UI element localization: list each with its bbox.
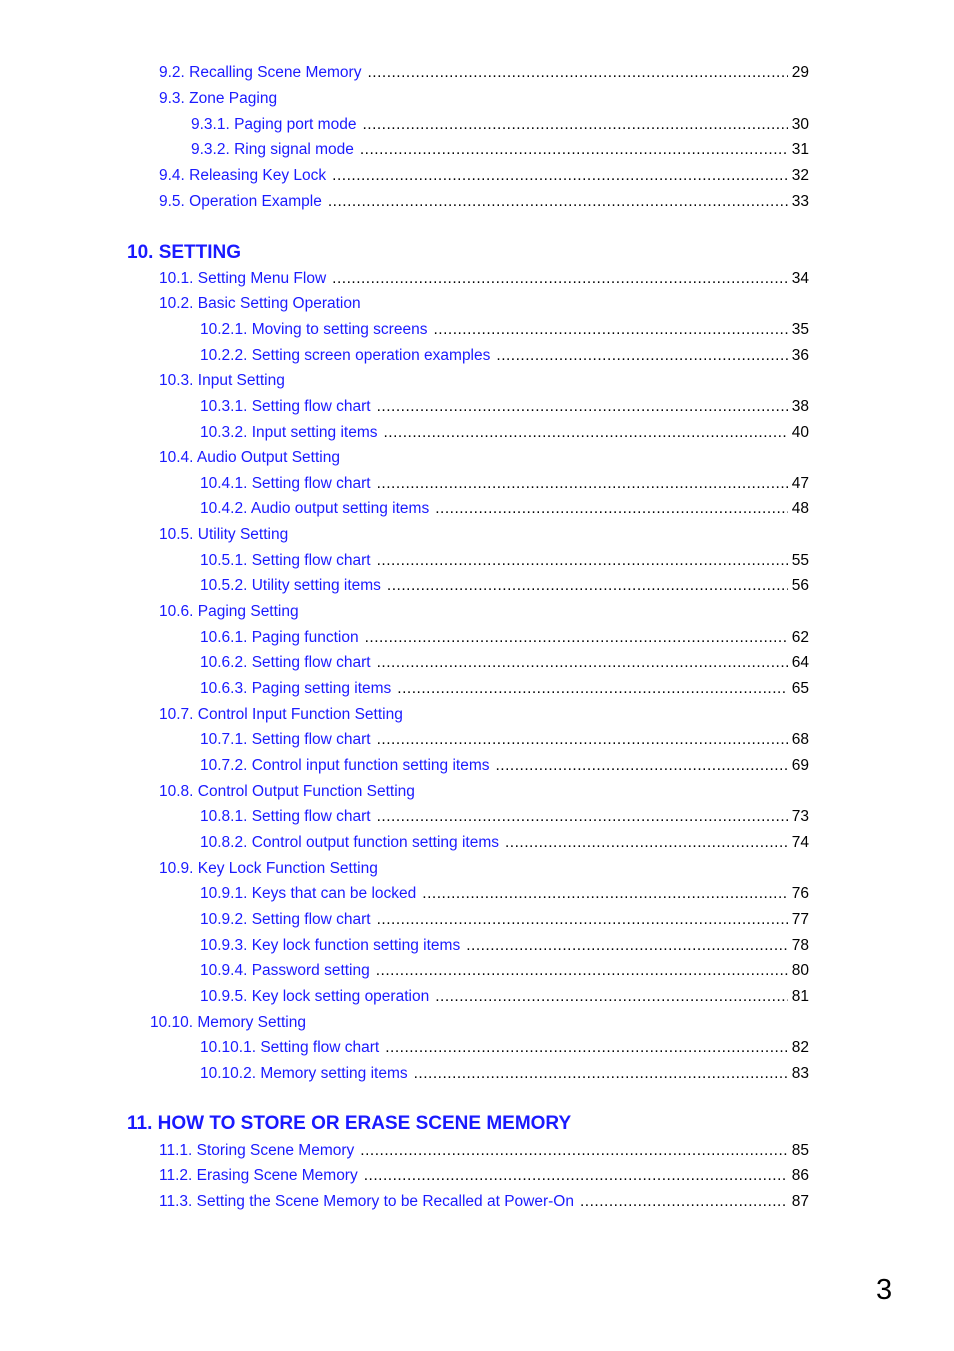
toc-entry[interactable]	[191, 139, 809, 161]
toc-entry[interactable]	[159, 268, 809, 290]
toc-entry-label: 10.8.2. Control output function setting items	[200, 834, 499, 851]
toc-entry[interactable]	[159, 370, 759, 392]
toc-entry[interactable]	[159, 1165, 809, 1187]
toc-entry[interactable]	[200, 986, 809, 1008]
dot-leader	[377, 909, 788, 931]
toc-entry[interactable]	[159, 447, 759, 469]
dot-leader	[360, 139, 788, 161]
toc-entry-label: 9.4. Releasing Key Lock	[159, 167, 327, 184]
toc-entry[interactable]	[159, 191, 809, 213]
toc-entry-label: 10.2. Basic Setting Operation	[159, 295, 361, 312]
toc-entry-label: 10.7. Control Input Function Setting	[159, 706, 403, 723]
toc-entry-page: 34	[791, 270, 809, 287]
toc-entry-label: 10.10.1. Setting flow chart	[200, 1039, 380, 1056]
toc-entry-page: 65	[791, 680, 809, 697]
toc-entry-label: 10.3.1. Setting flow chart	[200, 398, 371, 415]
toc-entry[interactable]	[200, 909, 809, 931]
toc-entry-page: 78	[791, 937, 809, 954]
toc-entry-page: 81	[791, 988, 809, 1005]
toc-entry-label: 10.9.1. Keys that can be locked	[200, 885, 417, 902]
toc-entry-label: 10.9. Key Lock Function Setting	[159, 860, 378, 877]
toc-entry-page: 76	[791, 885, 809, 902]
dot-leader	[433, 319, 787, 341]
dot-leader	[505, 832, 788, 854]
dot-leader	[367, 62, 787, 84]
toc-entry-page: 74	[791, 834, 809, 851]
toc-entry-page: 35	[791, 321, 809, 338]
toc-entry-label: 11.1. Storing Scene Memory	[159, 1142, 355, 1159]
toc-entry-label: 10.9.3. Key lock function setting items	[200, 937, 461, 954]
toc-entry-label: 10.1. Setting Menu Flow	[159, 270, 327, 287]
toc-entry-page: 85	[791, 1142, 809, 1159]
dot-leader	[377, 473, 788, 495]
toc-entry-label: 10.9.4. Password setting	[200, 962, 370, 979]
dot-leader	[422, 883, 787, 905]
toc-entry-page: 47	[791, 475, 809, 492]
toc-entry[interactable]	[200, 960, 809, 982]
toc-entry-label: 10.10. Memory Setting	[150, 1014, 306, 1031]
dot-leader	[362, 114, 787, 136]
toc-entry-label: 10.2.1. Moving to setting screens	[200, 321, 428, 338]
dot-leader	[377, 729, 788, 751]
toc-entry-label: 10.8. Control Output Function Setting	[159, 783, 415, 800]
toc-entry-label: 9.3.2. Ring signal mode	[191, 141, 354, 158]
toc-entry-label: 10.5.2. Utility setting items	[200, 577, 381, 594]
toc-entry-label: 10.6. Paging Setting	[159, 603, 299, 620]
dot-leader	[377, 652, 788, 674]
toc-entry[interactable]	[200, 935, 809, 957]
toc-entry-label: 11.2. Erasing Scene Memory	[159, 1167, 358, 1184]
toc-entry[interactable]	[200, 575, 809, 597]
toc-entry-page: 86	[791, 1167, 809, 1184]
toc-entry-page: 32	[791, 167, 809, 184]
dot-leader	[414, 1063, 788, 1085]
toc-entry[interactable]	[200, 550, 809, 572]
toc-entry[interactable]	[200, 832, 809, 854]
toc-entry-label: 10.6.2. Setting flow chart	[200, 654, 371, 671]
dot-leader	[435, 986, 788, 1008]
toc-entry-label: 10.4.1. Setting flow chart	[200, 475, 371, 492]
toc-entry-label: 10.3. Input Setting	[159, 372, 285, 389]
dot-leader	[466, 935, 788, 957]
toc-entry-label: 9.3.1. Paging port mode	[191, 116, 357, 133]
toc-entry[interactable]	[159, 781, 759, 803]
toc-entry[interactable]	[159, 704, 759, 726]
toc-entry[interactable]	[200, 1063, 809, 1085]
toc-entry[interactable]	[159, 1140, 809, 1162]
toc-entry[interactable]	[159, 165, 809, 187]
dot-leader	[387, 575, 788, 597]
section-heading-11[interactable]: 11. HOW TO STORE OR ERASE SCENE MEMORY	[127, 1113, 572, 1134]
toc-entry-label: 10.8.1. Setting flow chart	[200, 808, 371, 825]
toc-entry-page: 64	[791, 654, 809, 671]
toc-entry[interactable]	[191, 114, 809, 136]
toc-entry-page: 69	[791, 757, 809, 774]
dot-leader	[580, 1191, 788, 1213]
toc-entry-label: 10.7.1. Setting flow chart	[200, 731, 371, 748]
toc-entry-label: 10.5.1. Setting flow chart	[200, 552, 371, 569]
toc-entry[interactable]	[200, 498, 809, 520]
toc-entry-label: 10.10.2. Memory setting items	[200, 1065, 408, 1082]
dot-leader	[496, 345, 787, 367]
dot-leader	[397, 678, 787, 700]
toc-entry-page: 73	[791, 808, 809, 825]
toc-entry[interactable]	[159, 88, 759, 110]
dot-leader	[377, 550, 788, 572]
toc-entry[interactable]	[159, 62, 809, 84]
dot-leader	[435, 498, 788, 520]
toc-entry-label: 10.9.5. Key lock setting operation	[200, 988, 430, 1005]
dot-leader	[328, 191, 788, 213]
dot-leader	[496, 755, 788, 777]
toc-entry[interactable]	[159, 601, 759, 623]
section-heading-10[interactable]: 10. SETTING	[127, 242, 242, 263]
dot-leader	[385, 1037, 788, 1059]
toc-entry-label: 10.4. Audio Output Setting	[159, 449, 340, 466]
toc-entry[interactable]	[200, 1037, 809, 1059]
toc-entry[interactable]	[159, 1191, 809, 1213]
toc-entry-page: 31	[791, 141, 809, 158]
toc-entry-label: 10.4.2. Audio output setting items	[200, 500, 430, 517]
toc-entry-label: 10.5. Utility Setting	[159, 526, 289, 543]
dot-leader	[376, 960, 788, 982]
toc-entry[interactable]	[200, 627, 809, 649]
toc-entry-label: 10.6.1. Paging function	[200, 629, 359, 646]
toc-entry-page: 68	[791, 731, 809, 748]
toc-entry-page: 55	[791, 552, 809, 569]
toc-entry-page: 77	[791, 911, 809, 928]
dot-leader	[360, 1140, 787, 1162]
dot-leader	[377, 806, 788, 828]
toc-entry-label: 9.3. Zone Paging	[159, 90, 278, 107]
toc-entry-page: 82	[791, 1039, 809, 1056]
toc-entry[interactable]	[200, 652, 809, 674]
dot-leader	[364, 1165, 788, 1187]
toc-entry-label: 10.9.2. Setting flow chart	[200, 911, 371, 928]
toc-entry-label: 10.3.2. Input setting items	[200, 424, 378, 441]
toc-entry[interactable]	[150, 1012, 750, 1034]
toc-entry-page: 40	[791, 424, 809, 441]
toc-entry[interactable]	[200, 806, 809, 828]
toc-entry-label: 10.6.3. Paging setting items	[200, 680, 392, 697]
dot-leader	[365, 627, 788, 649]
toc-entry[interactable]	[159, 858, 759, 880]
toc-entry-page: 33	[791, 193, 809, 210]
dot-leader	[332, 165, 788, 187]
toc-entry[interactable]	[200, 473, 809, 495]
dot-leader	[332, 268, 788, 290]
toc-entry-page: 87	[791, 1193, 809, 1210]
toc-entry-page: 29	[791, 64, 809, 81]
toc-entry-page: 56	[791, 577, 809, 594]
toc-entry-label: 10.2.2. Setting screen operation examples	[200, 347, 491, 364]
toc-entry[interactable]	[200, 678, 809, 700]
dot-leader	[384, 422, 788, 444]
toc-entry-label: 10.7.2. Control input function setting items	[200, 757, 490, 774]
page-number: 3	[876, 1274, 893, 1306]
toc-entry-label: 11.3. Setting the Scene Memory to be Recalled at Power-On	[159, 1193, 574, 1210]
toc-entry-page: 30	[791, 116, 809, 133]
toc-entry-page: 36	[791, 347, 809, 364]
toc-entry-page: 48	[791, 500, 809, 517]
toc-entry[interactable]	[200, 319, 809, 341]
toc-entry-page: 80	[791, 962, 809, 979]
toc-entry[interactable]	[200, 729, 809, 751]
toc-entry-label: 9.2. Recalling Scene Memory	[159, 64, 362, 81]
dot-leader	[377, 396, 788, 418]
toc-entry[interactable]	[200, 345, 809, 367]
toc-entry[interactable]	[200, 883, 809, 905]
toc-entry[interactable]	[200, 396, 809, 418]
toc-entry-page: 38	[791, 398, 809, 415]
toc-entry-page: 83	[791, 1065, 809, 1082]
toc-entry[interactable]	[200, 422, 809, 444]
toc-entry[interactable]	[159, 293, 759, 315]
toc-entry-label: 9.5. Operation Example	[159, 193, 322, 210]
toc-entry-page: 62	[791, 629, 809, 646]
toc-entry[interactable]	[159, 524, 759, 546]
toc-entry[interactable]	[200, 755, 809, 777]
